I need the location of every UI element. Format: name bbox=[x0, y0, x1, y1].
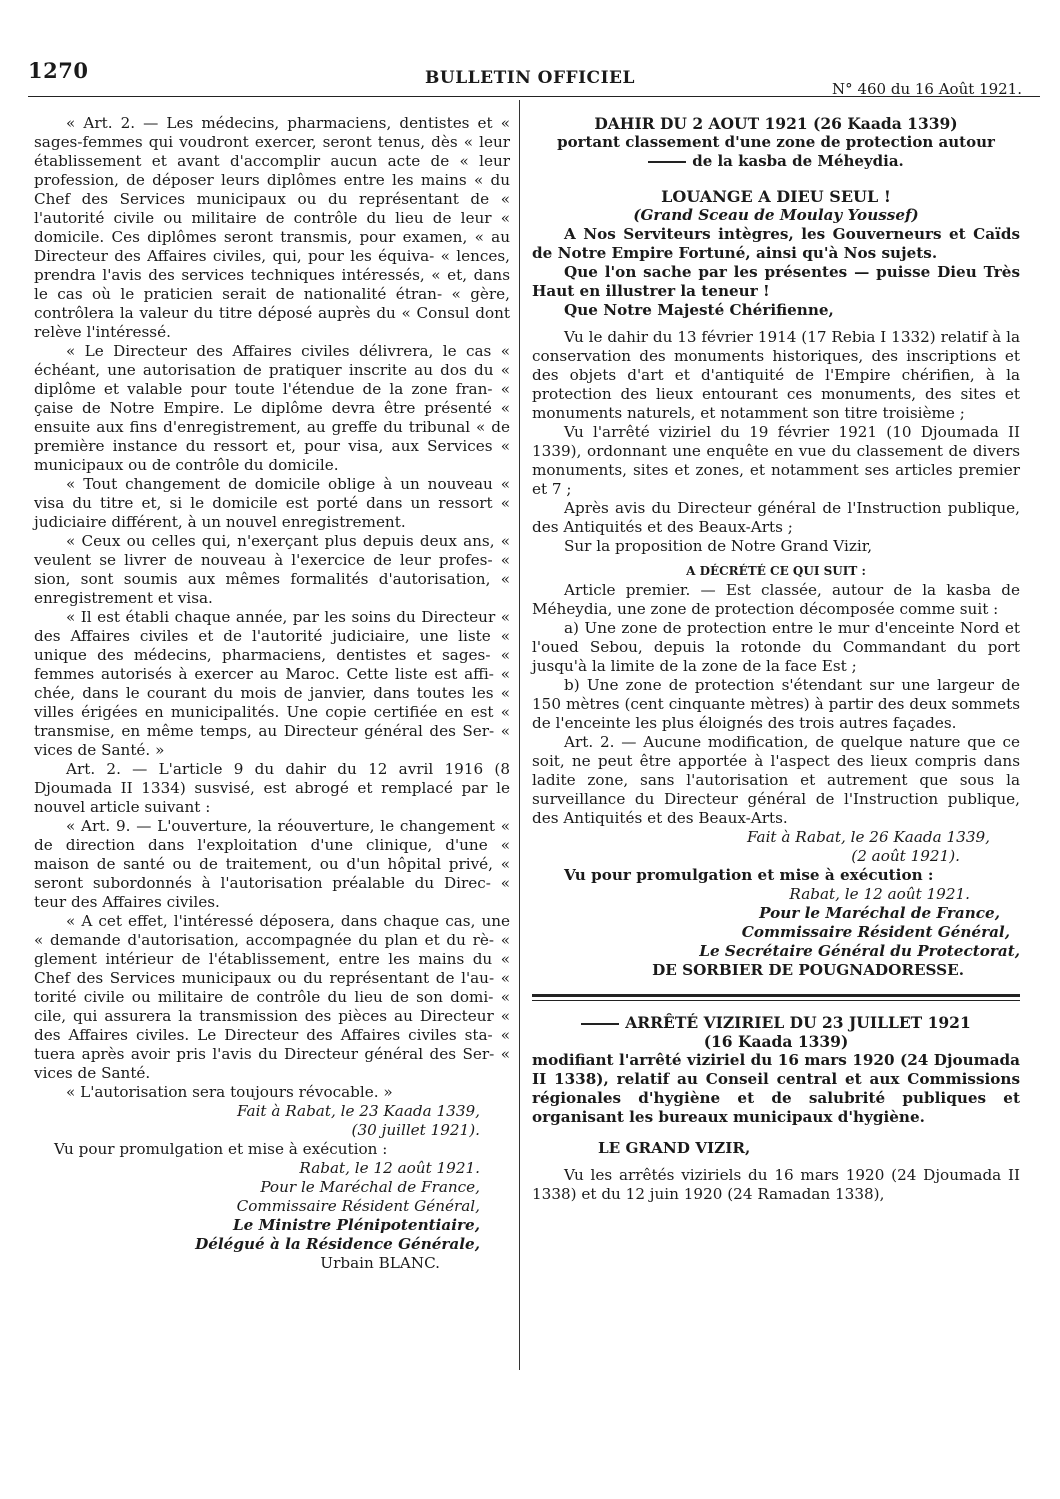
paragraph: « A cet effet, l'intéressé déposera, dans chaque cas, une « demande d'autorisation, accompagnée du plan et du rè- « glement intérieur de l'établissement, entre les mains du « Chef des Services municipaux ou du représentant de l'au- « torité civile ou militaire de contrôle du lieu de son domi- « cile, qui assurera la transmission des pièces au Directeur « des Affaires civiles. Le Directeur des Affaires civiles sta- « tuera après avoir pris l'avis du Directeur général des Ser- « vices de Santé. bbox=[34, 912, 510, 1082]
signature-line: Pour le Maréchal de France, bbox=[260, 1178, 480, 1196]
louange-heading: LOUANGE A DIEU SEUL ! bbox=[661, 187, 891, 206]
sur-paragraph: Sur la proposition de Notre Grand Vizir, bbox=[564, 537, 873, 555]
fait-line: Fait à Rabat, le 26 Kaada 1339, bbox=[747, 828, 990, 846]
dahir-subtitle: portant classement d'une zone de protection autour bbox=[557, 133, 995, 151]
article-item: b) Une zone de protection s'étendant sur une largeur de 150 mètres (cent cinquante mètres) à partir des deux sommets de l'enceinte les plus éloignés des trois autres façades. bbox=[532, 676, 1020, 732]
dahir-subtitle-text: de la kasba de Méheydia. bbox=[692, 152, 904, 170]
signature-line: Commissaire Résident Général, bbox=[236, 1197, 480, 1215]
short-rule bbox=[648, 161, 686, 163]
signature-line: Le Secrétaire Général du Protectorat, bbox=[699, 942, 1020, 960]
promulgation-line: Vu pour promulgation et mise à exécution : bbox=[564, 866, 934, 884]
article-paragraph: Article premier. — Est classée, autour de la kasba de Méheydia, une zone de protection décomposée comme suit : bbox=[532, 581, 1020, 618]
dahir-subtitle bbox=[532, 152, 1020, 171]
vu-paragraph: Vu l'arrêté viziriel du 19 février 1921 (10 Djoumada II 1339), ordonnant une enquête en vue du classement de divers monuments, sites et zones, et notamment ses articles premier et 7 ; bbox=[532, 423, 1020, 498]
paragraph: « Ceux ou celles qui, n'exerçant plus depuis deux ans, « veulent se livrer de nouveau à l'exercice de leur profes- « sion, sont soumis aux mêmes formalités d'autorisation, « enregistrement et visa. bbox=[34, 532, 510, 607]
left-column bbox=[34, 114, 510, 1273]
article-paragraph: Art. 2. — Aucune modification, de quelque nature que ce soit, ne peut être apportée à l'aspect des lieux compris dans ladite zone, sans l'autorisation et autrement que sous la surveillance du Directeur général de l'Instruction publique, des Antiquités et des Beaux-Arts. bbox=[532, 733, 1020, 827]
rabat-date: Rabat, le 12 août 1921. bbox=[299, 1159, 480, 1177]
publication-title: BULLETIN OFFICIEL bbox=[425, 68, 635, 88]
fait-date: (2 août 1921). bbox=[851, 847, 960, 865]
dahir-title: DAHIR DU 2 AOUT 1921 (26 Kaada 1339) bbox=[594, 114, 958, 133]
paragraph: « Tout changement de domicile oblige à un nouveau « visa du titre et, si le domicile est porté dans un ressort « judiciaire différent, à un nouvel enregistrement. bbox=[34, 475, 510, 531]
page-number: 1270 bbox=[28, 58, 89, 83]
intro-paragraph: A Nos Serviteurs intègres, les Gouverneurs et Caïds de Notre Empire Fortuné, ainsi qu'à Nos sujets. bbox=[532, 225, 1020, 262]
article-item: a) Une zone de protection entre le mur d'enceinte Nord et l'oued Sebou, depuis la rotonde du Commandant du port jusqu'à la limite de la zone de la face Est ; bbox=[532, 619, 1020, 675]
short-rule bbox=[581, 1023, 619, 1025]
fait-date: (30 juillet 1921). bbox=[351, 1121, 480, 1139]
signature-line: Commissaire Résident Général, bbox=[741, 923, 1010, 941]
apres-paragraph: Après avis du Directeur général de l'Instruction publique, des Antiquités et des Beaux-Arts ; bbox=[532, 499, 1020, 536]
rabat-date: Rabat, le 12 août 1921. bbox=[789, 885, 970, 903]
issue-info: N° 460 du 16 Août 1921. bbox=[832, 80, 1022, 98]
paragraph: « Art. 9. — L'ouverture, la réouverture, le changement « de direction dans l'exploitation d'une clinique, d'une « maison de santé ou de traitement, ou d'un hôpital privé, « seront subordonnés à l'autorisation préalable du Direc- « teur des Affaires civiles. bbox=[34, 817, 510, 911]
right-column bbox=[532, 114, 1020, 1204]
arrete-title-text: ARRÊTÉ VIZIRIEL DU 23 JUILLET 1921 bbox=[625, 1013, 971, 1032]
arrete-subtitle: modifiant l'arrêté viziriel du 16 mars 1920 (24 Djoumada II 1338), relatif au Conseil central et aux Commissions régionales d'hygiène et de salubrité publiques et organisant les bureaux municipaux d'hygiène. bbox=[532, 1051, 1020, 1126]
signature-name: DE SORBIER DE POUGNADORESSE. bbox=[652, 961, 964, 979]
column-divider bbox=[519, 100, 520, 1370]
grand-vizir-heading: LE GRAND VIZIR, bbox=[598, 1139, 751, 1157]
paragraph: « L'autorisation sera toujours révocable. » bbox=[66, 1083, 393, 1101]
decrete-heading: A DÉCRÉTÉ CE QUI SUIT : bbox=[686, 564, 866, 578]
intro-paragraph: Que l'on sache par les présentes — puisse Dieu Très Haut en illustrer la teneur ! bbox=[532, 263, 1020, 300]
vu-paragraph: Vu le dahir du 13 février 1914 (17 Rebia I 1332) relatif à la conservation des monuments historiques, des inscriptions et des objets d'art et d'antiquité de l'Empire chérifien, à la protection des lieux entourant ces monuments, des sites et monuments naturels, et notamment son titre troisième ; bbox=[532, 328, 1020, 422]
arrete-date: (16 Kaada 1339) bbox=[703, 1032, 849, 1051]
page-header bbox=[0, 0, 1060, 110]
signature-name: Urbain BLANC. bbox=[320, 1254, 440, 1272]
paragraph: « Art. 2. — Les médecins, pharmaciens, dentistes et « sages-femmes qui voudront exercer, seront tenus, dès « leur établissement et avant d'accomplir aucun acte de « leur profession, de déposer leurs diplômes entre les mains « du Chef des Services municipaux ou du représentant de « l'autorité civile ou militaire de contrôle du lieu de leur « domicile. Ces diplômes seront transmis, pour examen, « au Directeur des Affaires civiles, qui, pour les équiva- « lences, prendra l'avis des services techniques intéressés, « et, dans le cas où le praticien serait de nationalité étran- « gère, contrôlera la valeur du titre déposé auprès du « Consul dont relève l'intéressé. bbox=[34, 114, 510, 341]
signature-line: Pour le Maréchal de France, bbox=[759, 904, 1000, 922]
promulgation-line: Vu pour promulgation et mise à exécution : bbox=[54, 1140, 388, 1158]
section-rule bbox=[532, 994, 1020, 1001]
intro-paragraph: Que Notre Majesté Chérifienne, bbox=[564, 301, 834, 319]
signature-line: Délégué à la Résidence Générale, bbox=[195, 1235, 480, 1253]
paragraph: « Il est établi chaque année, par les soins du Directeur « des Affaires civiles et de l'autorité judiciaire, une liste « unique des médecins, pharmaciens, dentistes et sages- « femmes autorisés à exercer au Maroc. Cette liste est affi- « chée, dans le courant du mois de janvier, dans toutes les « villes érigées en municipalités. Une copie certifiée en est « transmise, en même temps, au Directeur général des Ser- « vices de Santé. » bbox=[34, 608, 510, 759]
seal-line: (Grand Sceau de Moulay Youssef) bbox=[633, 206, 919, 224]
paragraph: « Le Directeur des Affaires civiles délivrera, le cas « échéant, une autorisation de pratiquer inscrite au dos du « diplôme et valable pour toute l'étendue de la zone fran- « çaise de Notre Empire. Le diplôme devra être présenté « ensuite aux fins d'enregistrement, au greffe du tribunal « de première instance du ressort et, pour visa, aux Services « municipaux ou de contrôle du domicile. bbox=[34, 342, 510, 474]
signature-line: Le Ministre Plénipotentiaire, bbox=[232, 1216, 480, 1234]
header-rule bbox=[28, 96, 1040, 97]
arrete-title bbox=[532, 1013, 1020, 1032]
vu-paragraph: Vu les arrêtés viziriels du 16 mars 1920 (24 Djoumada II 1338) et du 12 juin 1920 (24 Ramadan 1338), bbox=[532, 1166, 1020, 1203]
paragraph: Art. 2. — L'article 9 du dahir du 12 avril 1916 (8 Djoumada II 1334) susvisé, est abrogé et remplacé par le nouvel article suivant : bbox=[34, 760, 510, 816]
fait-line: Fait à Rabat, le 23 Kaada 1339, bbox=[237, 1102, 480, 1120]
